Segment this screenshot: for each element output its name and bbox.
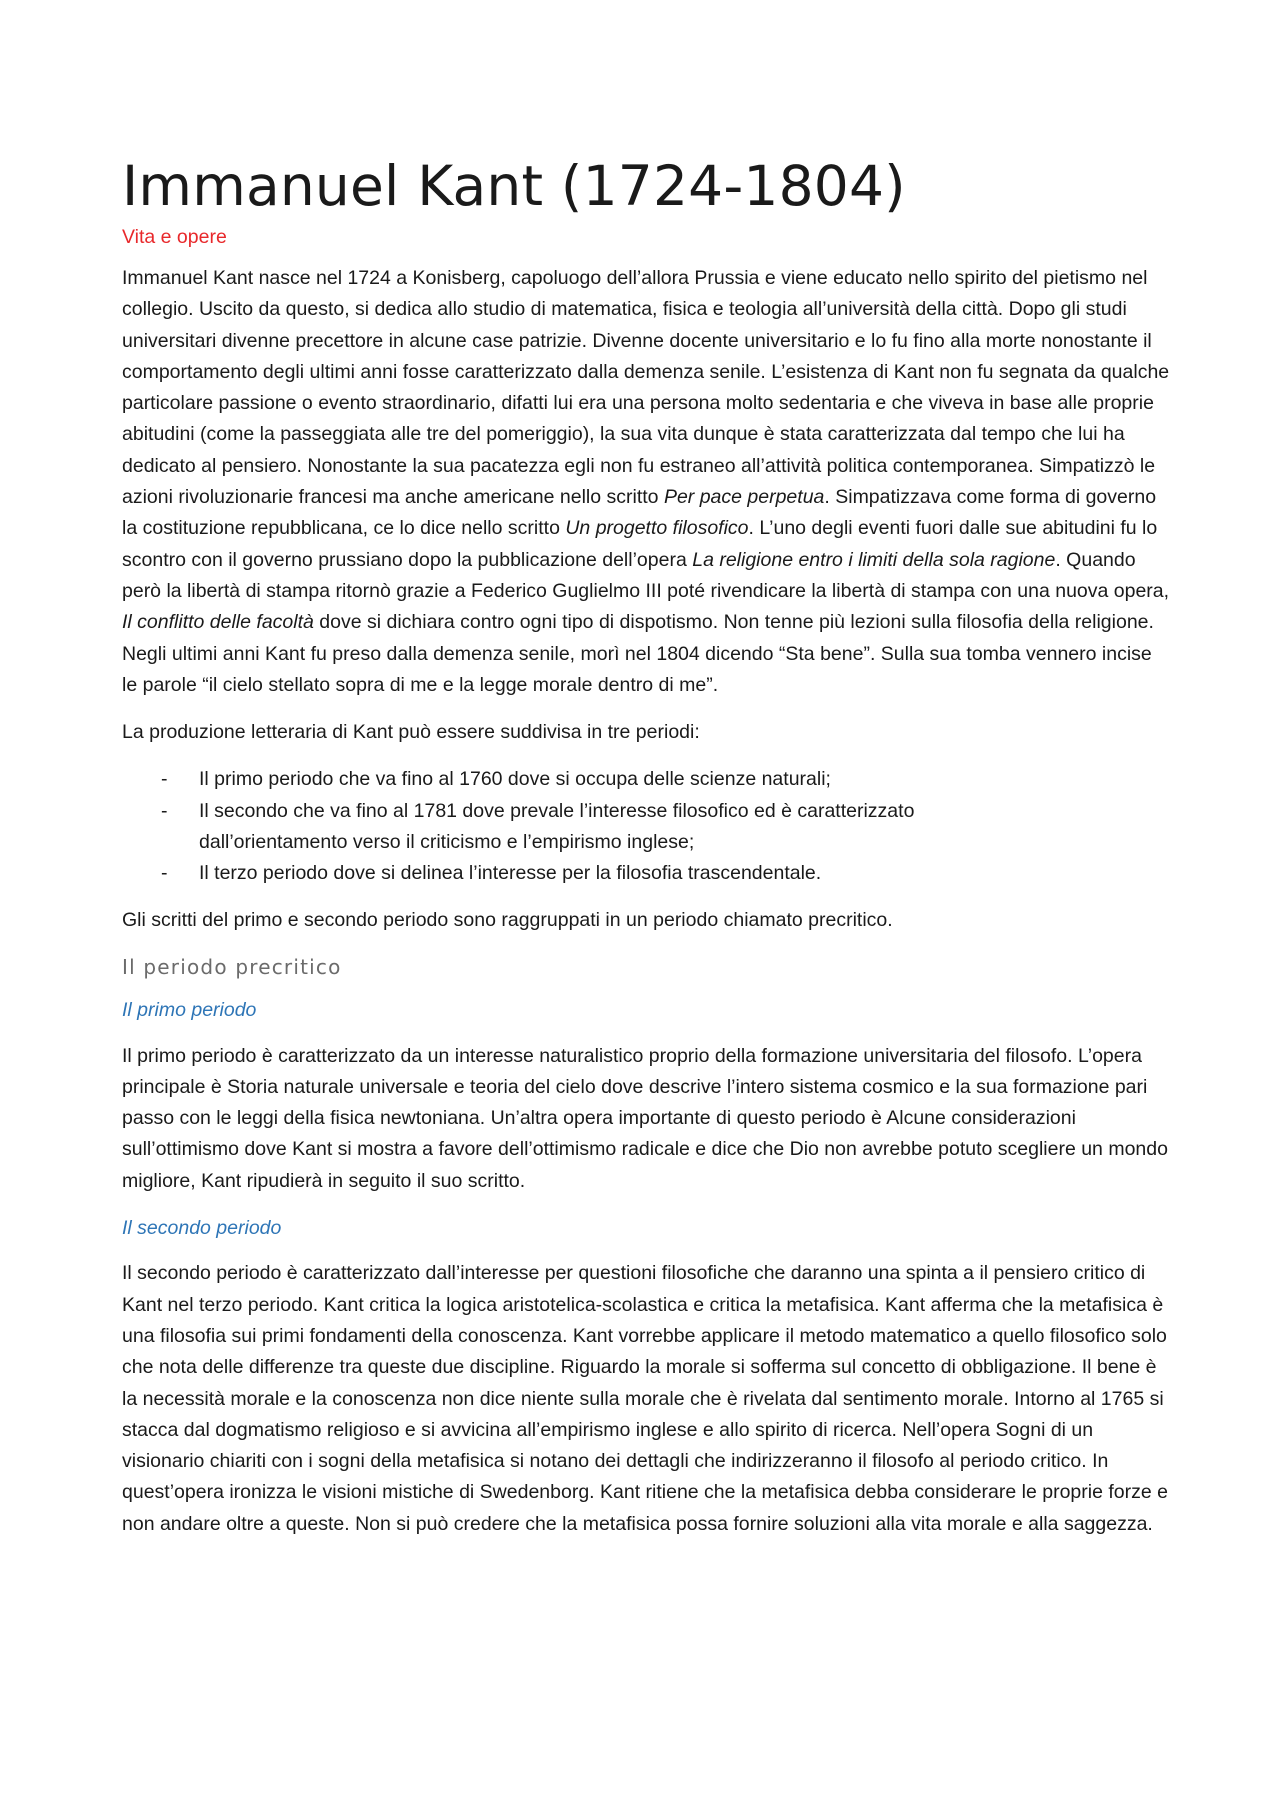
dash-bullet: - [161, 862, 168, 885]
precritical-note: Gli scritti del primo e secondo periodo sono raggruppati in un periodo chiamato precritico. [122, 908, 893, 931]
document-page [122, 150, 1172, 1556]
page-title: Immanuel Kant (1724-1804) [122, 154, 906, 218]
list-item-text: Il secondo che va fino al 1781 dove prevale l’interesse filosofico ed è caratterizzato dall’orientamento verso il criticismo e l’empirismo inglese; [199, 799, 915, 854]
list-item [122, 764, 1009, 795]
intro-text: dove si dichiara contro ogni tipo di dispotismo. Non tenne più lezioni sulla filosofia della religione. Negli ultimi anni Kant fu preso dalla demenza senile, morì nel 1804 dicendo “Sta bene”. Sulla sua tomba vennero incise le parole “il cielo stellato sopra di me e la legge morale dentro di me”. [122, 611, 1154, 696]
subsection-heading: Il secondo periodo [122, 1217, 282, 1240]
intro-paragraph [122, 263, 1172, 701]
intro-text: . L’uno degli eventi fuori dalle sue abitudini fu lo scontro con il governo prussiano dopo la pubblicazione dell’opera [122, 517, 1158, 571]
work-title: Il conflitto delle facoltà [122, 611, 314, 634]
dash-bullet: - [161, 768, 168, 791]
work-title: La religione entro i limiti della sola ragione [692, 548, 1056, 571]
subtitle: Vita e opere [122, 226, 227, 248]
list-item-text: Il primo periodo che va fino al 1760 dove si occupa delle scienze naturali; [199, 768, 831, 791]
section-heading: Il periodo precritico [122, 954, 342, 979]
intro-text: . Quando però la libertà di stampa ritornò grazie a Federico Guglielmo III poté rivendicare la libertà di stampa con una nuova opera, [122, 548, 1170, 602]
list-item [122, 796, 1009, 859]
list-item [122, 858, 1009, 889]
production-intro: La produzione letteraria di Kant può essere suddivisa in tre periodi: [122, 721, 700, 744]
intro-text: Immanuel Kant nasce nel 1724 a Konisberg, capoluogo dell’allora Prussia e viene educato nello spirito del pietismo nel collegio. Uscito da questo, si dedica allo studio di matematica, fisica e teologia all’università della città. Dopo gli studi universitari divenne precettore in alcune case patrizie. Divenne docente universitario e lo fu fino alla morte nonostante il comportamento degli ultimi anni fosse caratterizzato dalla demenza senile. L’esistenza di Kant non fu segnata da qualche particolare passione o evento straordinario, difatti lui era una persona molto sedentaria e che viveva in base alle proprie abitudini (come la passeggiata alle tre del pomeriggio), la sua vita dunque è stata caratterizzata dal tempo che lui ha dedicato al pensiero. Nonostante la sua pacatezza egli non fu estraneo all’attività politica contemporanea. Simpatizzò le azioni rivoluzionarie francesi ma anche americane nello scritto [122, 267, 1170, 509]
dash-bullet: - [161, 799, 168, 822]
periods-list [122, 764, 1172, 889]
work-title: Per pace perpetua [663, 486, 825, 509]
first-period-paragraph: Il primo periodo è caratterizzato da un interesse naturalistico proprio della formazione universitaria del filosofo. L’opera principale è Storia naturale universale e teoria del cielo dove descrive l’intero sistema cosmico e la sua formazione pari passo con le leggi della fisica newtoniana. Un’altra opera importante di questo periodo è Alcune considerazioni sull’ottimismo dove Kant si mostra a favore dell’ottimismo radicale e dice che Dio non avrebbe potuto scegliere un mondo migliore, Kant ripudierà in seguito il suo scritto. [122, 1044, 1168, 1192]
second-period-paragraph: Il secondo periodo è caratterizzato dall’interesse per questioni filosofiche che daranno una spinta a il pensiero critico di Kant nel terzo periodo. Kant critica la logica aristotelica-scolastica e critica la metafisica. Kant afferma che la metafisica è una filosofia sui primi fondamenti della conoscenza. Kant vorrebbe applicare il metodo matematico a quello filosofico solo che nota delle differenze tra queste due discipline. Riguardo la morale si sofferma sul concetto di obbligazione. Il bene è la necessità morale e la conoscenza non dice niente sulla morale che è rivelata dal sentimento morale. Intorno al 1765 si stacca dal dogmatismo religioso e si avvicina all’empirismo inglese e allo spirito di ricerca. Nell’opera Sogni di un visionario chiariti con i sogni della metafisica si notano dei dettagli che indirizzeranno il filosofo al periodo critico. In quest’opera ironizza le visioni mistiche di Swedenborg. Kant ritiene che la metafisica debba considerare le proprie forze e non andare oltre a queste. Non si può credere che la metafisica possa fornire soluzioni alla vita morale e alla saggezza. [122, 1262, 1168, 1535]
intro-text: . Simpatizzava come forma di governo la costituzione repubblicana, ce lo dice nello scritto [122, 486, 1157, 540]
list-item-text: Il terzo periodo dove si delinea l’interesse per la filosofia trascendentale. [199, 862, 822, 885]
subsection-heading: Il primo periodo [122, 999, 257, 1022]
work-title: Un progetto filosofico [565, 517, 749, 540]
